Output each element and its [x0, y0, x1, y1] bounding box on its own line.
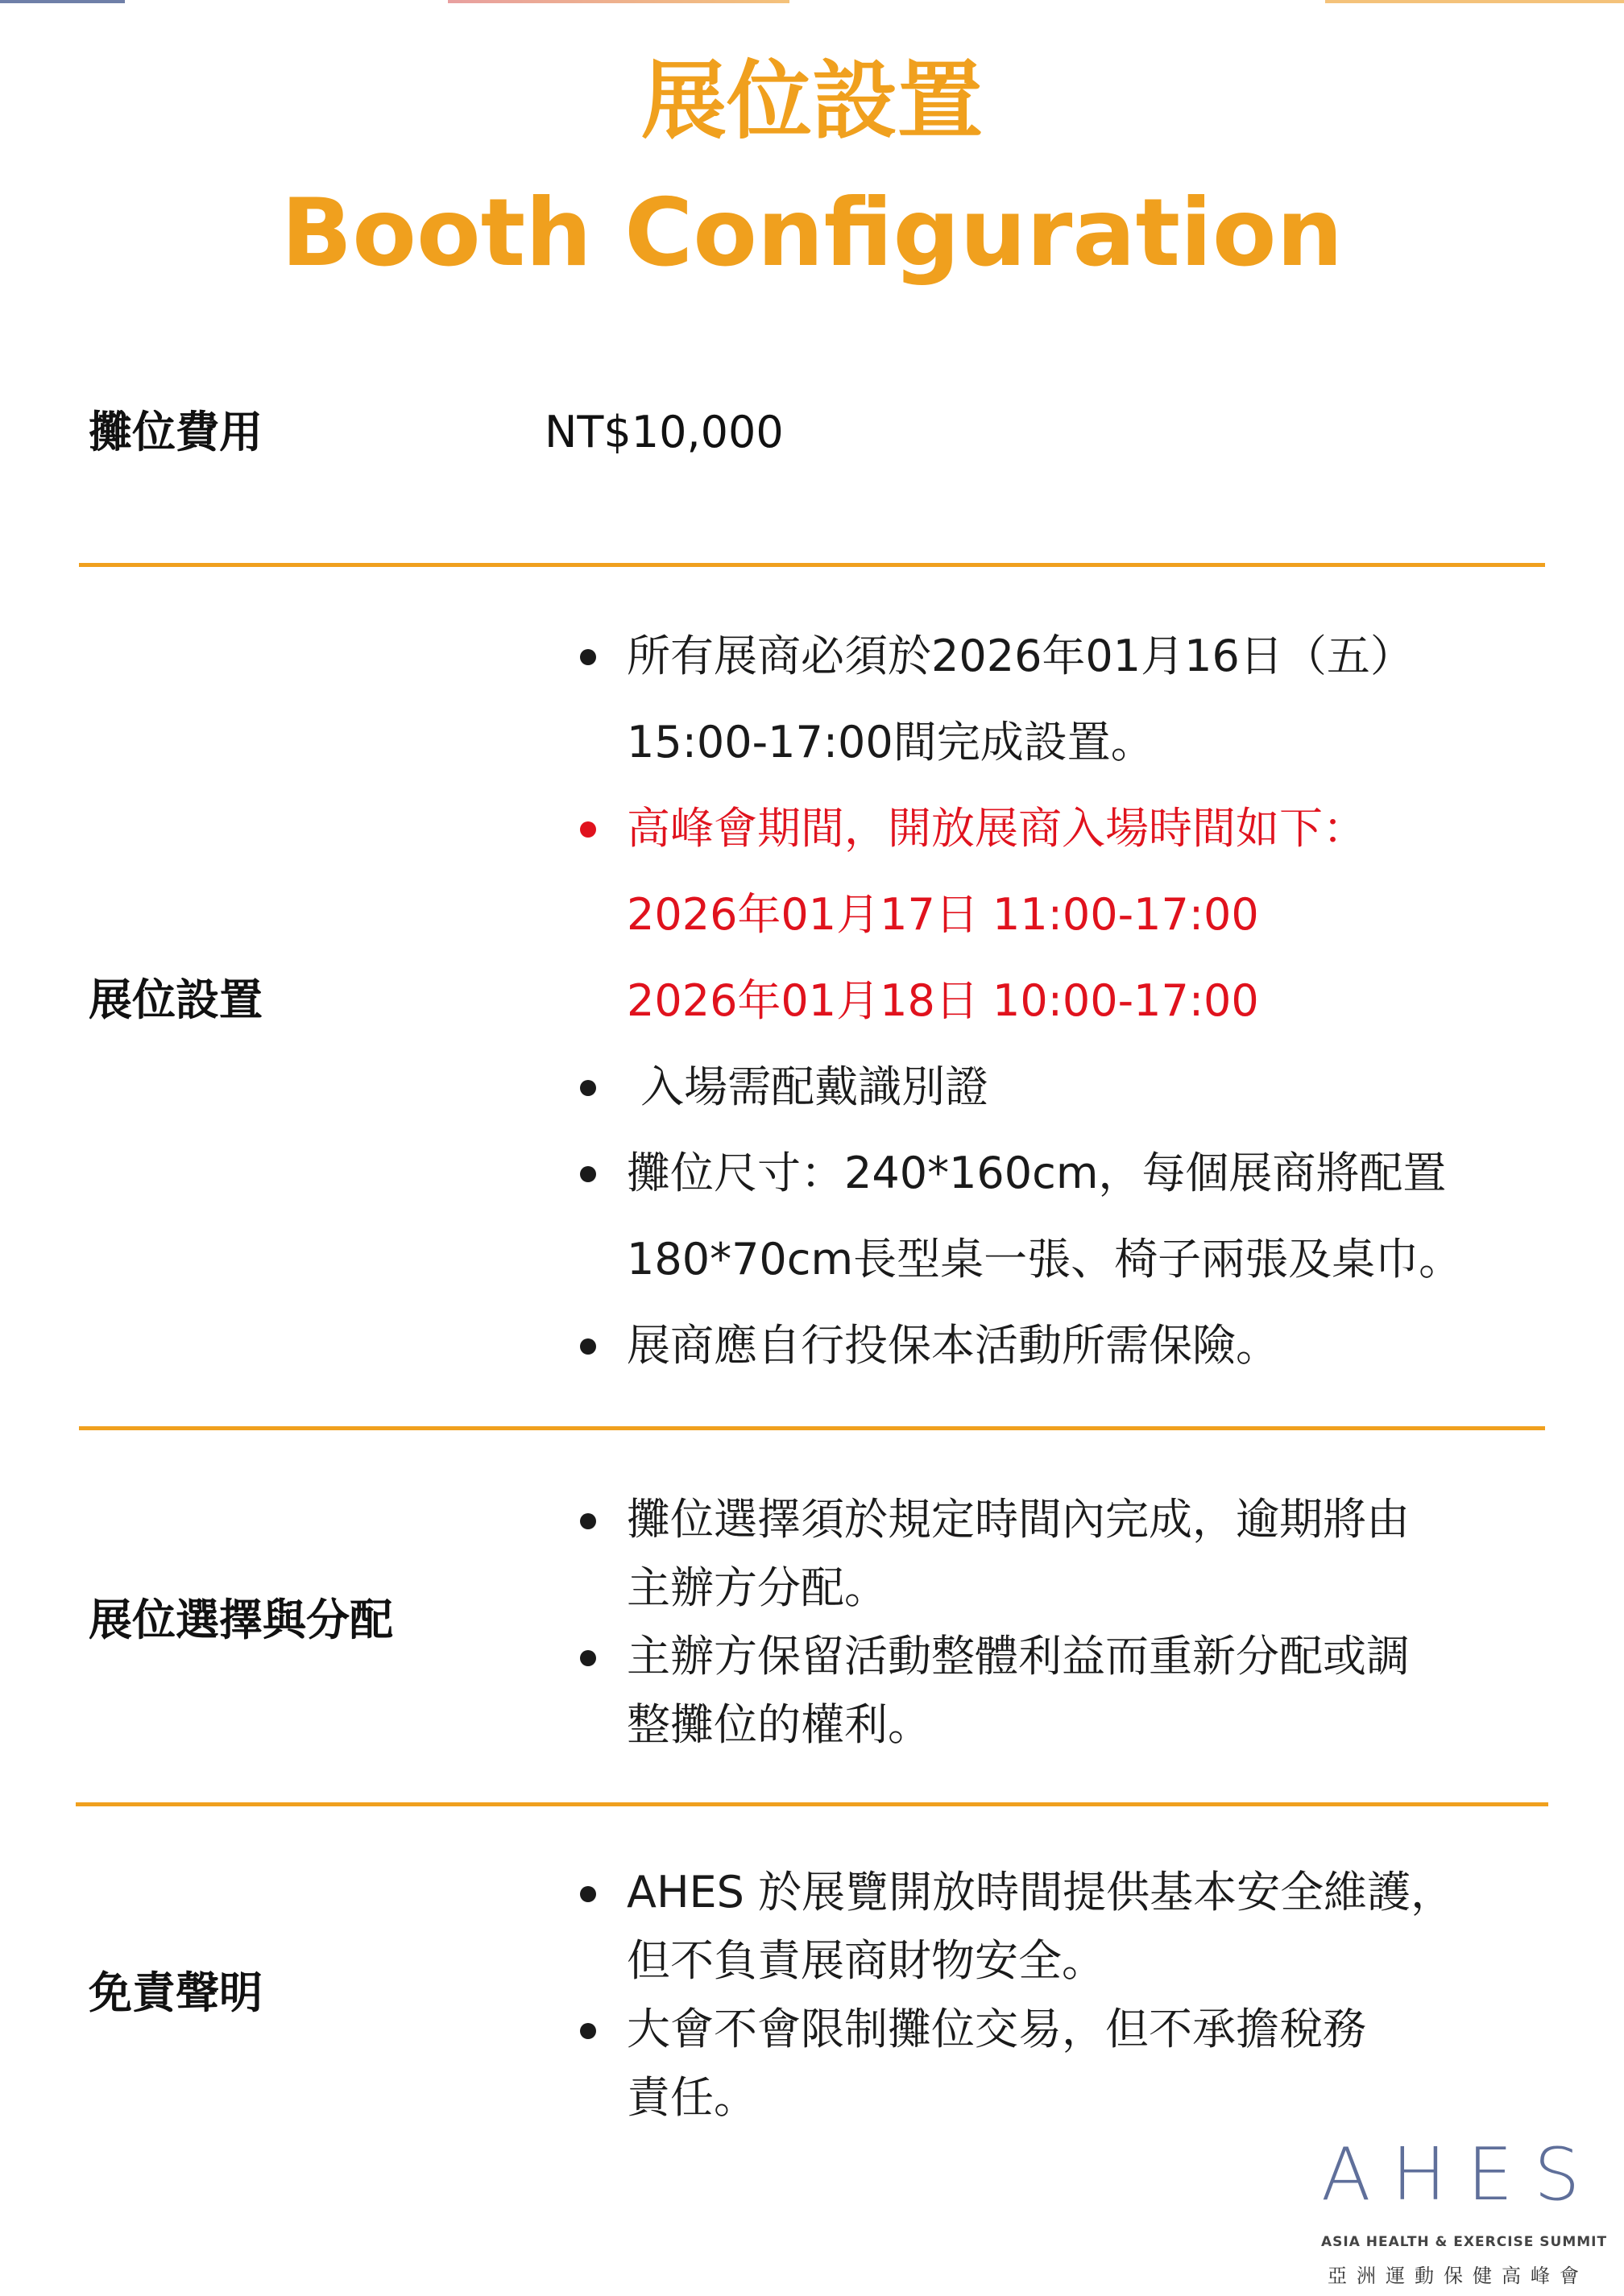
section-divider	[79, 1426, 1545, 1430]
setup-bullet-item	[580, 613, 1462, 785]
bullet-text-line: 主辦方保留活動整體利益而重新分配或調	[627, 1631, 1410, 1682]
bullet-dot-icon	[580, 1513, 596, 1529]
bullet-dot-icon	[580, 1338, 596, 1355]
section-divider	[79, 563, 1545, 567]
selection-bullet-item	[580, 1622, 1410, 1759]
bullet-text-line: 大會不會限制攤位交易，但不承擔稅務	[627, 2004, 1366, 2054]
bullet-text-line: 2026年01月18日 10:00-17:00	[627, 975, 1259, 1026]
disclaimer-bullet-item	[580, 1858, 1454, 1995]
fee-label: 攤位費用	[89, 407, 263, 457]
bullet-text-line: 180*70cm長型桌一張、椅子兩張及桌巾。	[627, 1234, 1463, 1285]
bullet-text-line: 攤位尺寸：240*160cm，每個展商將配置	[627, 1148, 1447, 1198]
bullet-text-line: 所有展商必須於2026年01月16日（五）	[627, 631, 1414, 681]
setup-bullet-item	[580, 1302, 1462, 1388]
setup-bullet-item	[580, 1044, 1462, 1130]
setup-bullet-item	[580, 1130, 1462, 1302]
ahes-logo	[1321, 2133, 1608, 2288]
logo-mark: AHES	[1321, 2133, 1601, 2217]
bullet-text-line: 整攤位的權利。	[627, 1699, 931, 1750]
disclaimer-bullet-item	[580, 1995, 1454, 2132]
fee-value: NT$10,000	[545, 407, 784, 457]
bullet-text-line: 展商應自行投保本活動所需保險。	[627, 1320, 1279, 1371]
bullet-text-line: AHES 於展覽開放時間提供基本安全維護，	[627, 1867, 1455, 1917]
page-title-zh: 展位設置	[641, 52, 983, 151]
section-divider	[76, 1802, 1548, 1806]
bullet-dot-icon	[580, 649, 596, 665]
bullet-dot-icon	[580, 1886, 596, 1902]
bullet-dot-icon	[580, 821, 596, 838]
page-title-en: Booth Configuration	[280, 179, 1344, 288]
logo-subtitle: ASIA HEALTH & EXERCISE SUMMIT	[1321, 2234, 1608, 2250]
selection-bullet-list	[580, 1485, 1410, 1759]
bullet-text-line: 主辦方分配。	[627, 1562, 888, 1613]
top-accent-bar	[448, 0, 789, 3]
bullet-text-line: 責任。	[627, 2072, 757, 2123]
selection-label: 展位選擇與分配	[89, 1595, 393, 1645]
bullet-text-line: 但不負責展商財物安全。	[627, 1935, 1105, 1986]
setup-bullet-list	[580, 613, 1462, 1388]
setup-label: 展位設置	[89, 974, 263, 1025]
top-accent-bar	[0, 0, 125, 3]
bullet-dot-icon	[580, 1080, 596, 1096]
bullet-text-line: 高峰會期間，開放展商入場時間如下：	[627, 803, 1366, 854]
bullet-text-line: 入場需配戴識別證	[627, 1061, 989, 1112]
bullet-text-line: 2026年01月17日 11:00-17:00	[627, 889, 1259, 940]
disclaimer-label: 免責聲明	[89, 1967, 263, 2018]
selection-bullet-item	[580, 1485, 1410, 1622]
bullet-dot-icon	[580, 1166, 596, 1182]
disclaimer-bullet-list	[580, 1858, 1454, 2132]
bullet-text-line: 攤位選擇須於規定時間內完成，逾期將由	[627, 1494, 1410, 1545]
setup-bullet-item-highlight	[580, 785, 1462, 1044]
logo-chinese-name: 亞洲運動保健高峰會	[1328, 2265, 1589, 2287]
bullet-text-line: 15:00-17:00間完成設置。	[627, 717, 1154, 767]
bullet-dot-icon	[580, 2023, 596, 2039]
bullet-dot-icon	[580, 1650, 596, 1666]
top-accent-bar	[1325, 0, 1624, 3]
